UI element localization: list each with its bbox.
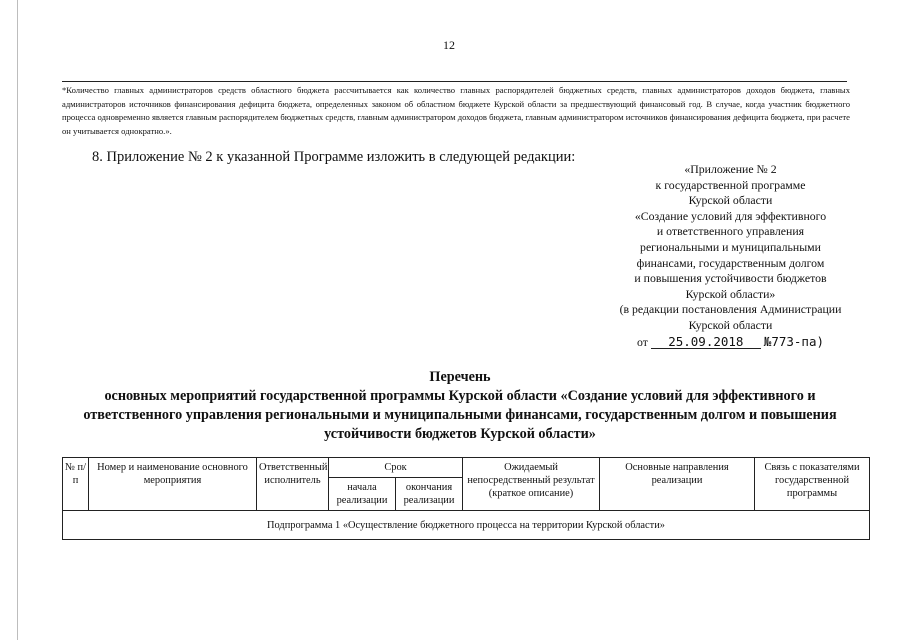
col-header-start: начала реализации: [329, 478, 396, 511]
appendix-line: Курской области: [688, 317, 773, 332]
appendix-line: и повышения устойчивости бюджетов: [634, 271, 827, 286]
col-header-name: Номер и наименование основного мероприятия: [89, 458, 257, 511]
col-header-term: Срок: [329, 458, 463, 478]
col-header-num: № п/п: [63, 458, 89, 511]
appendix-line: «Приложение № 2: [684, 162, 777, 176]
list-heading: [62, 368, 858, 444]
appendix-line: Курской области: [688, 193, 773, 208]
footnote-rule: [62, 81, 847, 82]
appendix-line: «Создание условий для эффективного: [634, 208, 827, 223]
page-number: 12: [443, 38, 455, 52]
col-header-result: Ожидаемый непосредственный результат (краткое описание): [463, 458, 600, 511]
appendix-header-block: [588, 162, 873, 350]
appendix-date-line: [588, 334, 873, 351]
subprogram-row-cell: Подпрограмма 1 «Осуществление бюджетного процесса на территории Курской области»: [63, 511, 870, 540]
col-header-end: окончания реализации: [396, 478, 463, 511]
appendix-line: финансами, государственным долгом: [636, 255, 825, 270]
item-8-paragraph: 8. Приложение № 2 к указанной Программе изложить в следующей редакции:: [92, 149, 576, 165]
col-header-responsible: Ответственный исполнитель: [257, 458, 329, 511]
appendix-line: и ответственного управления: [656, 224, 805, 239]
appendix-line: Курской области»: [685, 286, 776, 301]
resolution-number: №773-па): [763, 333, 825, 349]
table-header-row: [63, 458, 870, 478]
col-header-directions: Основные направления реализации: [600, 458, 755, 511]
scan-left-edge: [17, 0, 18, 640]
date-prefix: от: [636, 334, 648, 349]
col-header-link: Связь с показателями государственной программы: [755, 458, 870, 511]
appendix-line: региональными и муниципальными: [640, 239, 821, 254]
footnote-text: *Количество главных администраторов средств областного бюджета рассчитывается как количество главных распорядителей бюджетных средств, главных администраторов доходов бюджета, главных администраторов источников финансирования дефицита бюджета, определенных законом об областном бюджете Курской области за предшествующий финансовый год. В случае, когда участник бюджетного процесса одновременно является главным распорядителем бюджетных средств, главным администратором доходов бюджета, главным администратором источников финансирования дефицита бюджета, при расчете он учитывается однократно.».: [62, 85, 850, 136]
resolution-date: 25.09.2018: [651, 336, 761, 349]
list-subtitle: основных мероприятий государственной программы Курской области «Создание условий для эффективного и ответственного управления региональными и муниципальными финансами, государственным долгом и повышения устойчивости бюджетов Курской области»: [83, 388, 837, 442]
appendix-line: к государственной программе: [655, 177, 806, 192]
list-title: Перечень: [429, 369, 491, 385]
activities-table: [62, 457, 870, 540]
table-row: [63, 511, 870, 540]
appendix-line: (в редакции постановления Администрации: [619, 302, 842, 317]
